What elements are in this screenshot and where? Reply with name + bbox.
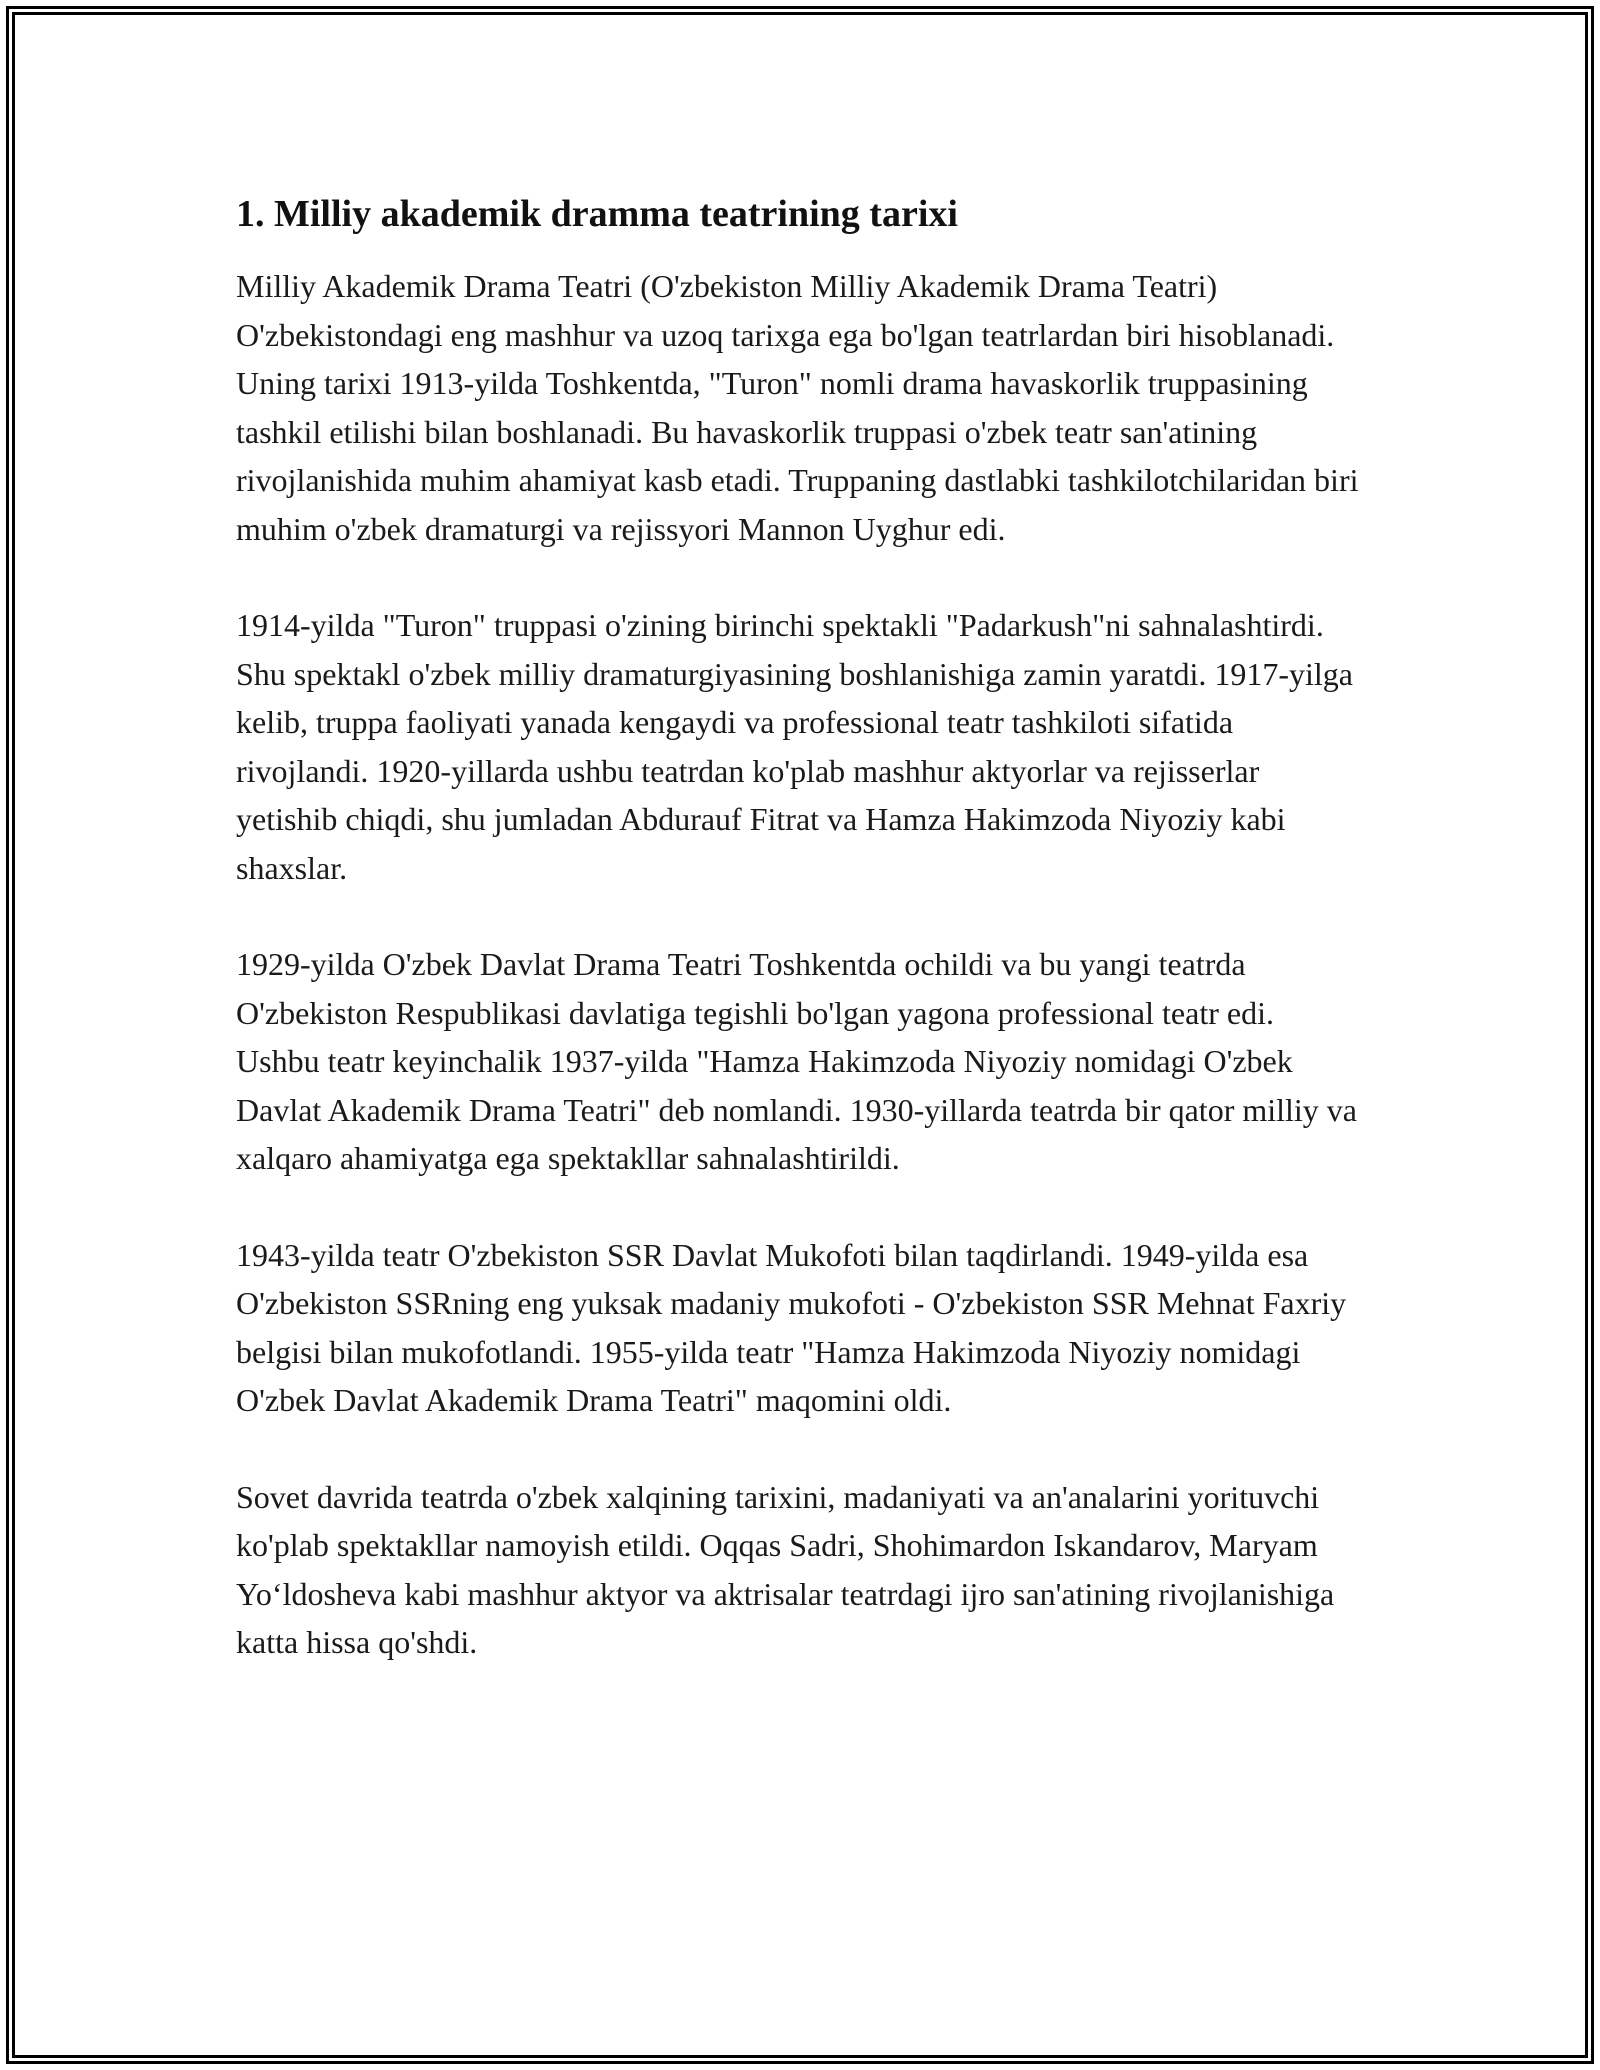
paragraph-first-performance: 1914-yilda "Turon" truppasi o'zining birinchi spektakli "Padarkush"ni sahnalashtirdi. Shu spektakl o'zbek milliy dramaturgiyasining boshlanishiga zamin yaratdi. 1917-yilga kelib, truppa faoliyati yanada kengaydi va professional teatr tashkiloti sifatida rivojlandi. 1920-yillarda ushbu teatrdan ko'plab mashhur aktyorlar va rejisserlar yetishib chiqdi, shu jumladan Abdurauf Fitrat va Hamza Hakimzoda Niyoziy kabi shaxslar.: [236, 607, 1353, 886]
paragraph-awards: 1943-yilda teatr O'zbekiston SSR Davlat Mukofoti bilan taqdirlandi. 1949-yilda esa O'zbekiston SSRning eng yuksak madaniy mukofoti - O'zbekiston SSR Mehnat Faxriy belgisi bilan mukofotlandi. 1955-yilda teatr "Hamza Hakimzoda Niyoziy nomidagi O'zbek Davlat Akademik Drama Teatri" maqomini oldi.: [236, 1236, 1347, 1418]
document-body: [236, 186, 1364, 1667]
paragraph-state-theatre: 1929-yilda O'zbek Davlat Drama Teatri Toshkentda ochildi va bu yangi teatrda O'zbekiston Respublikasi davlatiga tegishli bo'lgan yagona professional teatr edi. Ushbu teatr keyinchalik 1937-yilda "Hamza Hakimzoda Niyoziy nomidagi O'zbek Davlat Akademik Drama Teatri" deb nomlandi. 1930-yillarda teatrda bir qator milliy va xalqaro ahamiyatga ega spektakllar sahnalashtirildi.: [236, 946, 1357, 1176]
paragraph-history-origin: Milliy Akademik Drama Teatri (O'zbekiston Milliy Akademik Drama Teatri) O'zbekistondagi eng mashhur va uzoq tarixga ega bo'lgan teatrlardan biri hisoblanadi. Uning tarixi 1913-yilda Toshkentda, "Turon" nomli drama havaskorlik truppasining tashkil etilishi bilan boshlanadi. Bu havaskorlik truppasi o'zbek teatr san'atining rivojlanishida muhim ahamiyat kasb etadi. Truppaning dastlabki tashkilotchilaridan biri muhim o'zbek dramaturgi va rejissyori Mannon Uyghur edi.: [236, 268, 1359, 547]
section-heading: 1. Milliy akademik dramma teatrining tarixi: [236, 193, 958, 235]
paragraph-soviet-era: Sovet davrida teatrda o'zbek xalqining tarixini, madaniyati va an'analarini yorituvchi ko'plab spektakllar namoyish etildi. Oqqas Sadri, Shohimardon Iskandarov, Maryam Yo‘ldosheva kabi mashhur aktyor va aktrisalar teatrdagi ijro san'atining rivojlanishiga katta hissa qo'shdi.: [236, 1478, 1335, 1660]
